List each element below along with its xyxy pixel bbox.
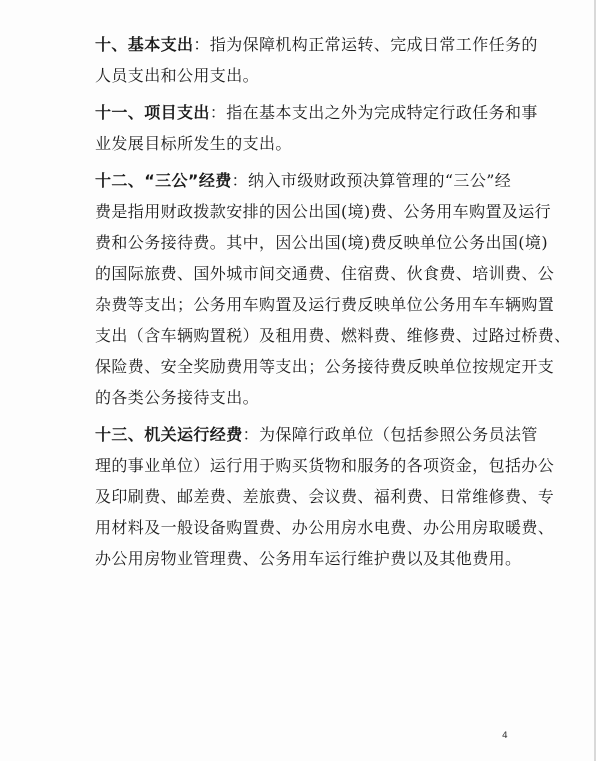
section-text-line: 理的事业单位）运行用于购买货物和服务的各项资金，包括办公 <box>95 456 555 475</box>
page-number: 4 <box>502 731 508 741</box>
section-term: 十、基本支出 <box>95 35 194 54</box>
section-text-line: 费是指用财政拨款安排的因公出国(境)费、公务用车购置及运行 <box>95 202 552 221</box>
section-three-public-funds <box>95 165 571 413</box>
document-body <box>95 29 571 580</box>
section-text-line: 办公用房物业管理费、公务用车运行维护费以及其他费用。 <box>95 549 522 568</box>
section-text-line: ：为保障行政单位（包括参照公务员法管 <box>242 425 538 444</box>
section-text-line: 杂费等支出；公务用车购置及运行费反映单位公务用车车辆购置 <box>95 295 555 314</box>
section-agency-operating-funds <box>95 419 555 574</box>
section-term: 十一、项目支出 <box>95 103 210 122</box>
section-basic-expenditure <box>95 29 538 91</box>
section-term: 十二、“三公”经费 <box>95 171 232 190</box>
section-text-line: 的各类公务接待支出。 <box>95 388 260 407</box>
section-text-line: 的国际旅费、国外城市间交通费、住宿费、伙食费、培训费、公 <box>95 264 555 283</box>
section-term: 十三、机关运行经费 <box>95 425 243 444</box>
section-text-line: 及印刷费、邮差费、差旅费、会议费、福利费、日常维修费、专 <box>95 487 555 506</box>
section-project-expenditure <box>95 97 538 159</box>
section-text-line: 人员支出和公用支出。 <box>95 66 260 85</box>
section-text-line: ：纳入市级财政预决算管理的“三公”经 <box>231 171 512 190</box>
section-text-line: 业发展目标所发生的支出。 <box>95 134 292 153</box>
section-text-line: ：指为保障机构正常运转、完成日常工作任务的 <box>193 35 538 54</box>
section-text-line: 支出（含车辆购置税）及租用费、燃料费、维修费、过路过桥费、 <box>95 326 571 345</box>
section-text-line: ：指在基本支出之外为完成特定行政任务和事 <box>209 103 538 122</box>
section-text-line: 保险费、安全奖励费用等支出；公务接待费反映单位按规定开支 <box>95 357 555 376</box>
section-text-line: 用材料及一般设备购置费、办公用房水电费、办公用房取暖费、 <box>95 518 555 537</box>
section-text-line: 费和公务接待费。其中，因公出国(境)费反映单位公务出国(境) <box>95 233 548 252</box>
